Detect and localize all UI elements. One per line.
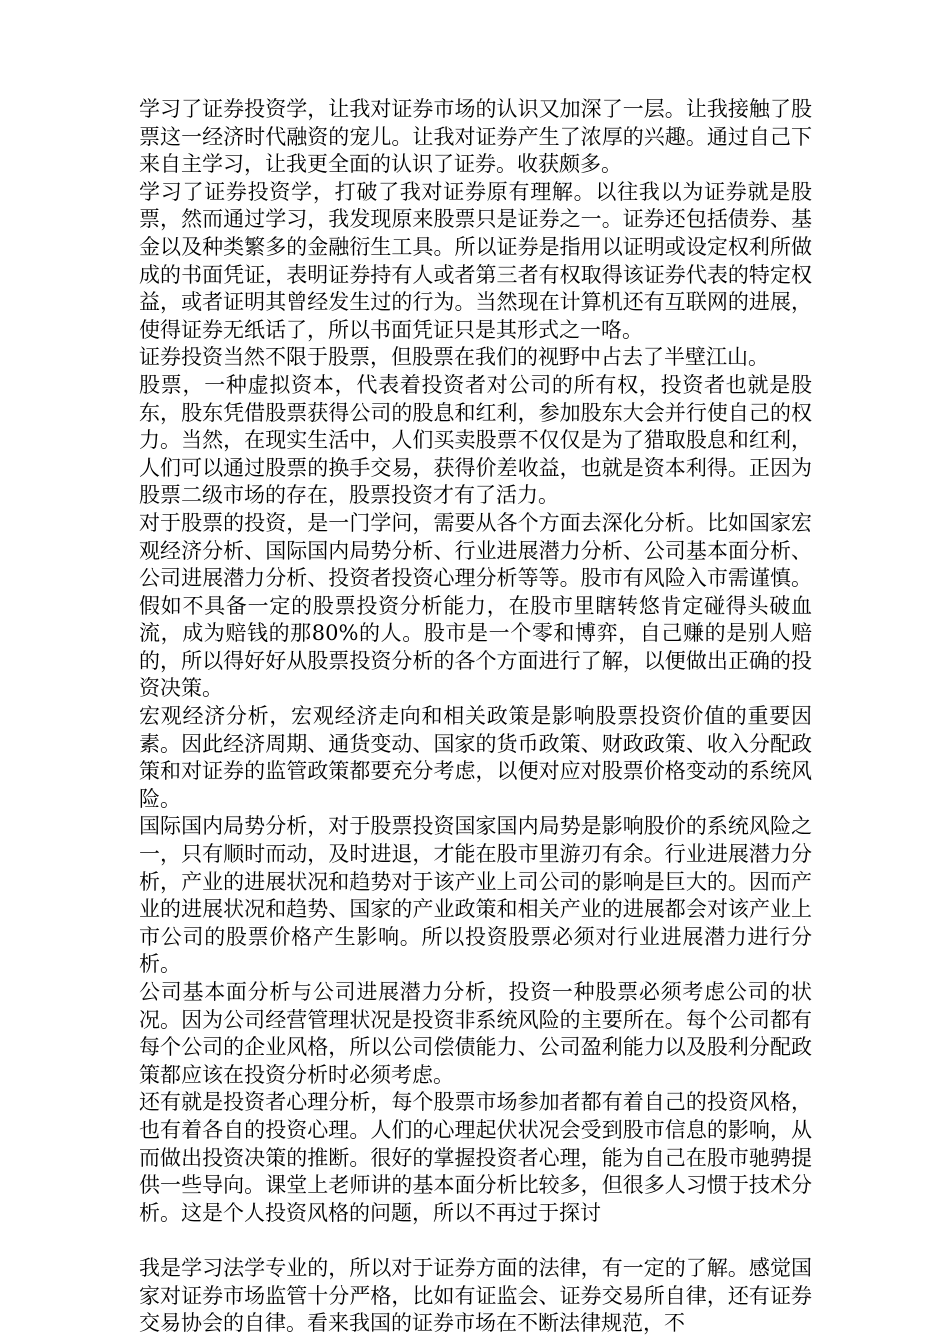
paragraph-investment-analysis: 对于股票的投资，是一门学问，需要从各个方面去深化分析。比如国家宏观经济分析、国际国内局势分析、行业进展潜力分析、公司基本面分析、公司进展潜力分析、投资者投资心理分析等等。股市有风险入市需谨慎。假如不具备一定的股票投资分析能力，在股市里瞎转悠肯定碰得头破血流，成为赔钱的那80%的人。股市是一个零和博弈，自己赚的是别人赔的，所以得好好从股票投资分析的各个方面进行了解，以便做出正确的投资决策。 [139, 510, 812, 701]
paragraph-macro-analysis: 宏观经济分析，宏观经济走向和相关政策是影响股票投资价值的重要因素。因此经济周期、通货变动、国家的货币政策、财政政策、收入分配政策和对证券的监管政策都要充分考虑，以便对应对股票价格变动的系统风险。 [139, 704, 812, 811]
paragraph-psychology-analysis: 还有就是投资者心理分析，每个股票市场参加者都有着自己的投资风格，也有着各自的投资心理。人们的心理起伏状况会受到股市信息的影响，从而做出投资决策的推断。很好的掌握投资者心理，能为自己在股市驰骋提供一些导向。课堂上老师讲的基本面分析比较多，但很多人习惯于技术分析。这是个人投资风格的问题，所以不再过于探讨 [139, 1090, 812, 1225]
paragraph-securities-definition: 学习了证券投资学，打破了我对证券原有理解。以往我以为证券就是股票，然而通过学习，我发现原来股票只是证券之一。证券还包括债券、基金以及种类繁多的金融衍生工具。所以证券是指用以证明或设定权利所做成的书面凭证，表明证券持有人或者第三者有权取得该证券代表的特定权益，或者证明其曾经发生过的行为。当然现在计算机还有互联网的进展，使得证券无纸话了，所以书面凭证只是其形式之一咯。 [139, 179, 812, 342]
paragraph-stock-definition: 股票，一种虚拟资本，代表着投资者对公司的所有权，投资者也就是股东，股东凭借股票获得公司的股息和红利，参加股东大会并行使自己的权力。当然，在现实生活中，人们买卖股票不仅仅是为了猎取股息和红利，人们可以通过股票的换手交易，获得价差收益，也就是资本利得。正因为股票二级市场的存在，股票投资才有了活力。 [139, 372, 812, 508]
paragraph-company-analysis: 公司基本面分析与公司进展潜力分析，投资一种股票必须考虑公司的状况。因为公司经营管理状况是投资非系统风险的主要所在。每个公司都有每个公司的企业风格，所以公司偿债能力、公司盈利能力以及股利分配政策都应该在投资分析时必须考虑。 [139, 980, 812, 1087]
paragraph-gap [139, 1227, 812, 1255]
paragraph-stocks-half: 证券投资当然不限于股票，但股票在我们的视野中占去了半壁江山。 [139, 345, 769, 370]
paragraph-law-regulation: 我是学习法学专业的，所以对于证券方面的法律，有一定的了解。感觉国家对证券市场监管十分严格，比如有证监会、证券交易所自律，还有证券交易协会的自律。看来我国的证券市场在不断法律规范，不 [139, 1255, 812, 1336]
document-page [139, 96, 812, 1338]
paragraph-intro: 学习了证券投资学，让我对证券市场的认识又加深了一层。让我接触了股票这一经济时代融资的宠儿。让我对证券产生了浓厚的兴趣。通过自己下来自主学习，让我更全面的认识了证券。收获颇多。 [139, 97, 812, 177]
paragraph-situation-industry-analysis: 国际国内局势分析，对于股票投资国家国内局势是影响股价的系统风险之一，只有顺时而动，及时进退，才能在股市里游刃有余。行业进展潜力分析，产业的进展状况和趋势对于该产业上司公司的影响是巨大的。因而产业的进展状况和趋势、国家的产业政策和相关产业的进展都会对该产业上市公司的股票价格产生影响。所以投资股票必须对行业进展潜力进行分析。 [139, 814, 812, 977]
